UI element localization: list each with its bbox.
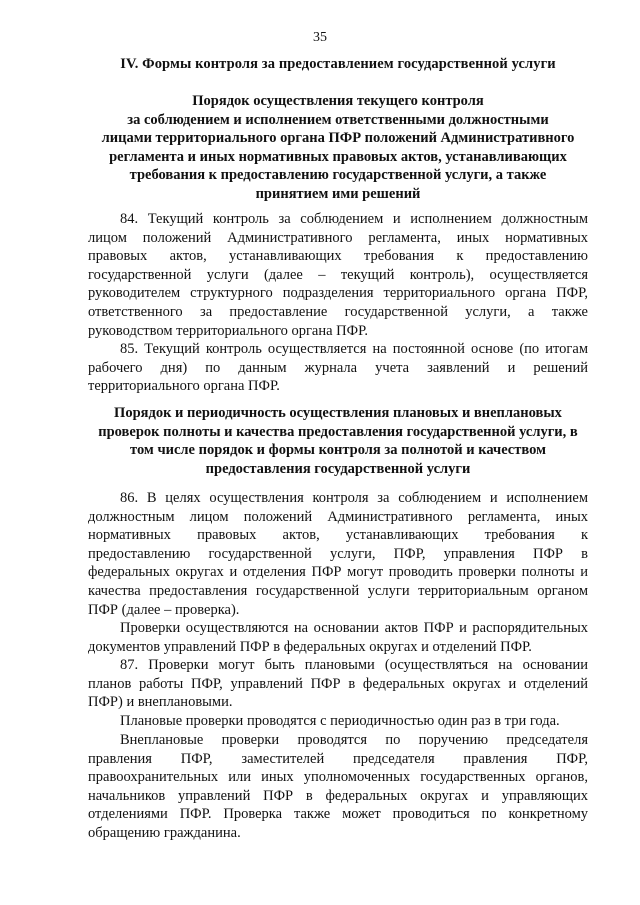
paragraph-line: должностным лицом положений Административного регламента, иных — [88, 508, 588, 525]
heading-line: Порядок осуществления текущего контроля — [192, 93, 484, 109]
paragraph-86 — [88, 489, 588, 619]
paragraph-line: начальников управлений ПФР в федеральных округах и управляющих — [88, 787, 588, 804]
paragraph-line: лицом положений Административного регламента, иных нормативных — [88, 229, 588, 246]
paragraph-line: Внеплановые проверки проводятся по поручению председателя — [120, 732, 588, 748]
paragraph-line: правоохранительных или иных уполномоченных государственных органов, — [88, 769, 588, 786]
paragraph-line: руководством территориального органа ПФР. — [88, 322, 368, 339]
paragraph-line: ПФР (далее – проверка). — [88, 601, 240, 618]
paragraph-line: Плановые проверки проводятся с периодичностью один раз в три года. — [120, 713, 560, 729]
paragraph-line: ответственного за предоставление государственной услуги, а также — [88, 303, 588, 320]
paragraph-line: руководителем структурного подразделения территориального органа ПФР, — [88, 285, 588, 302]
paragraph-84 — [88, 210, 588, 340]
paragraph-line: обращению гражданина. — [88, 824, 241, 841]
paragraph-line: отделениями ПФР. Проверка также может проводиться по конкретному — [88, 806, 588, 823]
paragraph-line: 87. Проверки могут быть плановыми (осуществляться на основании — [120, 657, 588, 673]
heading-line: предоставления государственной услуги — [205, 460, 471, 477]
heading-periodic-checks — [88, 404, 588, 478]
heading-line: регламента и иных нормативных правовых актов, устанавливающих — [109, 148, 567, 165]
heading-line: лицами территориального органа ПФР положений Административного — [101, 130, 575, 147]
paragraph-line: правления ПФР, заместителей председателя правления ПФР, — [88, 750, 588, 767]
page-number: 35 — [313, 30, 327, 45]
paragraph-line: документов управлений ПФР в федеральных округах и отделений ПФР. — [88, 638, 532, 655]
paragraph-planned-checks — [88, 712, 588, 731]
paragraph-line: 86. В целях осуществления контроля за соблюдением и исполнением — [120, 490, 588, 506]
heading-line: том числе порядок и формы контроля за полнотой и качеством — [130, 442, 546, 459]
paragraph-line: Проверки осуществляются на основании актов ПФР и распорядительных — [120, 620, 588, 636]
paragraph-line: предоставлению государственной услуги, ПФР, управления ПФР в — [88, 545, 588, 562]
paragraph-line: государственной услуги (далее – текущий контроль), осуществляется — [88, 266, 588, 283]
paragraph-line: качества предоставления государственной услуги территориальным органом — [88, 582, 588, 599]
heading-line: требования к предоставлению государственной услуги, а также — [129, 167, 547, 184]
paragraph-line: нормативных правовых актов, устанавливающих требования к — [88, 527, 588, 544]
paragraph-line: рабочего дня) по данным журнала учета заявлений и решений — [88, 359, 588, 376]
paragraph-line: ПФР) и внеплановыми. — [88, 694, 233, 711]
paragraph-line: правовых актов, устанавливающих требования к предоставлению — [88, 248, 588, 265]
paragraph-87 — [88, 656, 588, 712]
heading-line: принятием ими решений — [255, 185, 421, 202]
paragraph-line: территориального органа ПФР. — [88, 378, 280, 395]
section-title: IV. Формы контроля за предоставлением государственной услуги — [120, 56, 556, 72]
paragraph-line: планов работы ПФР, управлений ПФР в федеральных округах и отделений — [88, 675, 588, 692]
heading-current-control — [88, 92, 588, 204]
heading-line: Порядок и периодичность осуществления плановых и внеплановых — [114, 405, 562, 421]
paragraph-line: 84. Текущий контроль за соблюдением и исполнением должностным — [120, 211, 588, 227]
heading-line: за соблюдением и исполнением ответственными должностными — [127, 111, 549, 128]
paragraph-unplanned-checks — [88, 731, 588, 843]
heading-line: проверок полноты и качества предоставления государственной услуги, в — [98, 423, 578, 440]
paragraph-line: 85. Текущий контроль осуществляется на постоянной основе (по итогам — [120, 341, 588, 357]
paragraph-checks-basis — [88, 619, 588, 656]
paragraph-85 — [88, 340, 588, 396]
paragraph-line: федеральных округах и отделения ПФР могут проводить проверки полноты и — [88, 564, 588, 581]
